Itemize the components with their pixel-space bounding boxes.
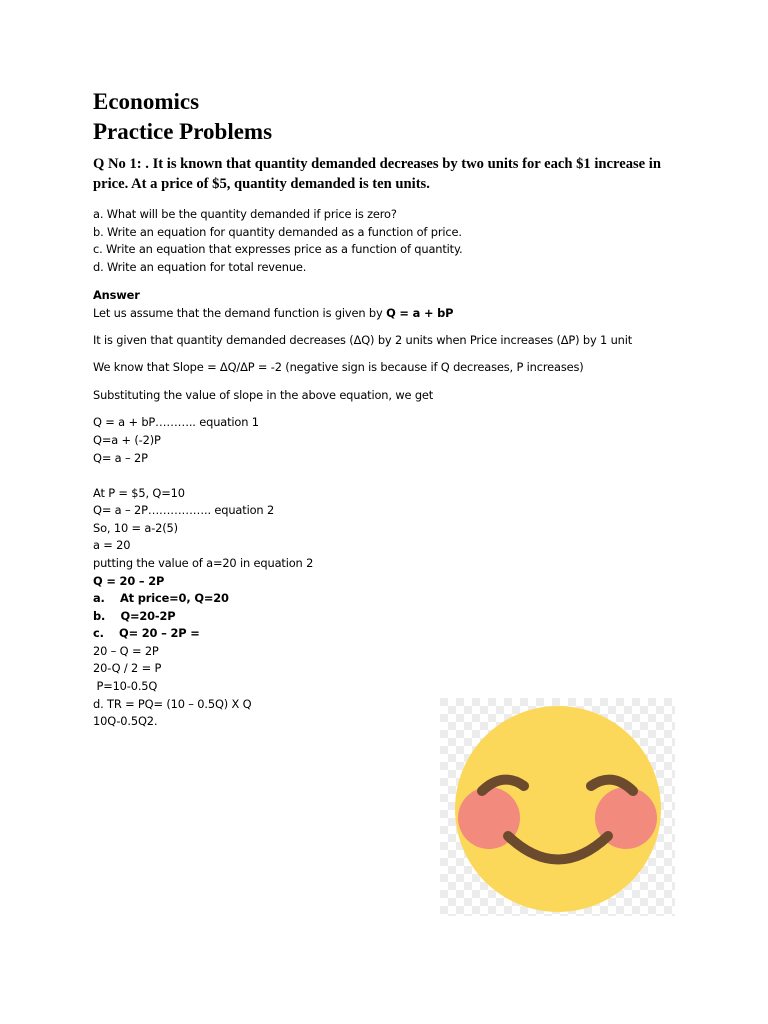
- part-b: b. Write an equation for quantity demanded as a function of price.: [93, 225, 462, 239]
- part-c: c. Write an equation that expresses price as a function of quantity.: [93, 242, 463, 256]
- final-equation: Q = 20 – 2P: [93, 574, 165, 588]
- answer-d-step1: 10Q-0.5Q2.: [93, 714, 158, 728]
- answer-c: c. Q= 20 – 2P =: [93, 626, 200, 640]
- answer-d: d. TR = PQ= (10 – 0.5Q) X Q: [93, 697, 252, 711]
- part-d: d. Write an equation for total revenue.: [93, 260, 307, 274]
- assume-equation: Q = a + bP: [386, 306, 454, 320]
- document-title: Economics: [93, 89, 200, 114]
- answer-c-step3: P=10-0.5Q: [93, 679, 158, 693]
- equation-1b: Q=a + (-2)P: [93, 433, 161, 447]
- at-price-line: At P = $5, Q=10: [93, 486, 185, 500]
- equation-2: Q= a – 2P…………….. equation 2: [93, 503, 275, 517]
- document-subtitle: Practice Problems: [93, 119, 273, 144]
- question-text: Q No 1: . It is known that quantity demanded decreases by two units for each $1 increase in price. At a price of $5, quantity demanded is ten units.: [93, 156, 661, 192]
- equation-1c: Q= a – 2P: [93, 451, 148, 465]
- so-line: So, 10 = a-2(5): [93, 521, 178, 535]
- equation-1: Q = a + bP……….. equation 1: [93, 415, 259, 429]
- answer-b: b. Q=20-2P: [93, 609, 176, 623]
- assume-line: [93, 306, 453, 321]
- answer-a: a. At price=0, Q=20: [93, 591, 229, 605]
- a-value-line: a = 20: [93, 538, 131, 552]
- answer-heading: Answer: [93, 288, 140, 302]
- part-a: a. What will be the quantity demanded if price is zero?: [93, 207, 397, 221]
- substituting-line: Substituting the value of slope in the above equation, we get: [93, 388, 434, 402]
- answer-c-step2: 20-Q / 2 = P: [93, 661, 162, 675]
- assume-text: Let us assume that the demand function is given by: [93, 306, 387, 320]
- smiling-face-icon: [440, 698, 675, 916]
- answer-c-step1: 20 – Q = 2P: [93, 644, 159, 658]
- putting-line: putting the value of a=20 in equation 2: [93, 556, 314, 570]
- slope-line: We know that Slope = ΔQ/ΔP = -2 (negative sign is because if Q decreases, P increases): [93, 360, 584, 374]
- given-line: It is given that quantity demanded decreases (ΔQ) by 2 units when Price increases (ΔP) by 1 unit: [93, 333, 633, 347]
